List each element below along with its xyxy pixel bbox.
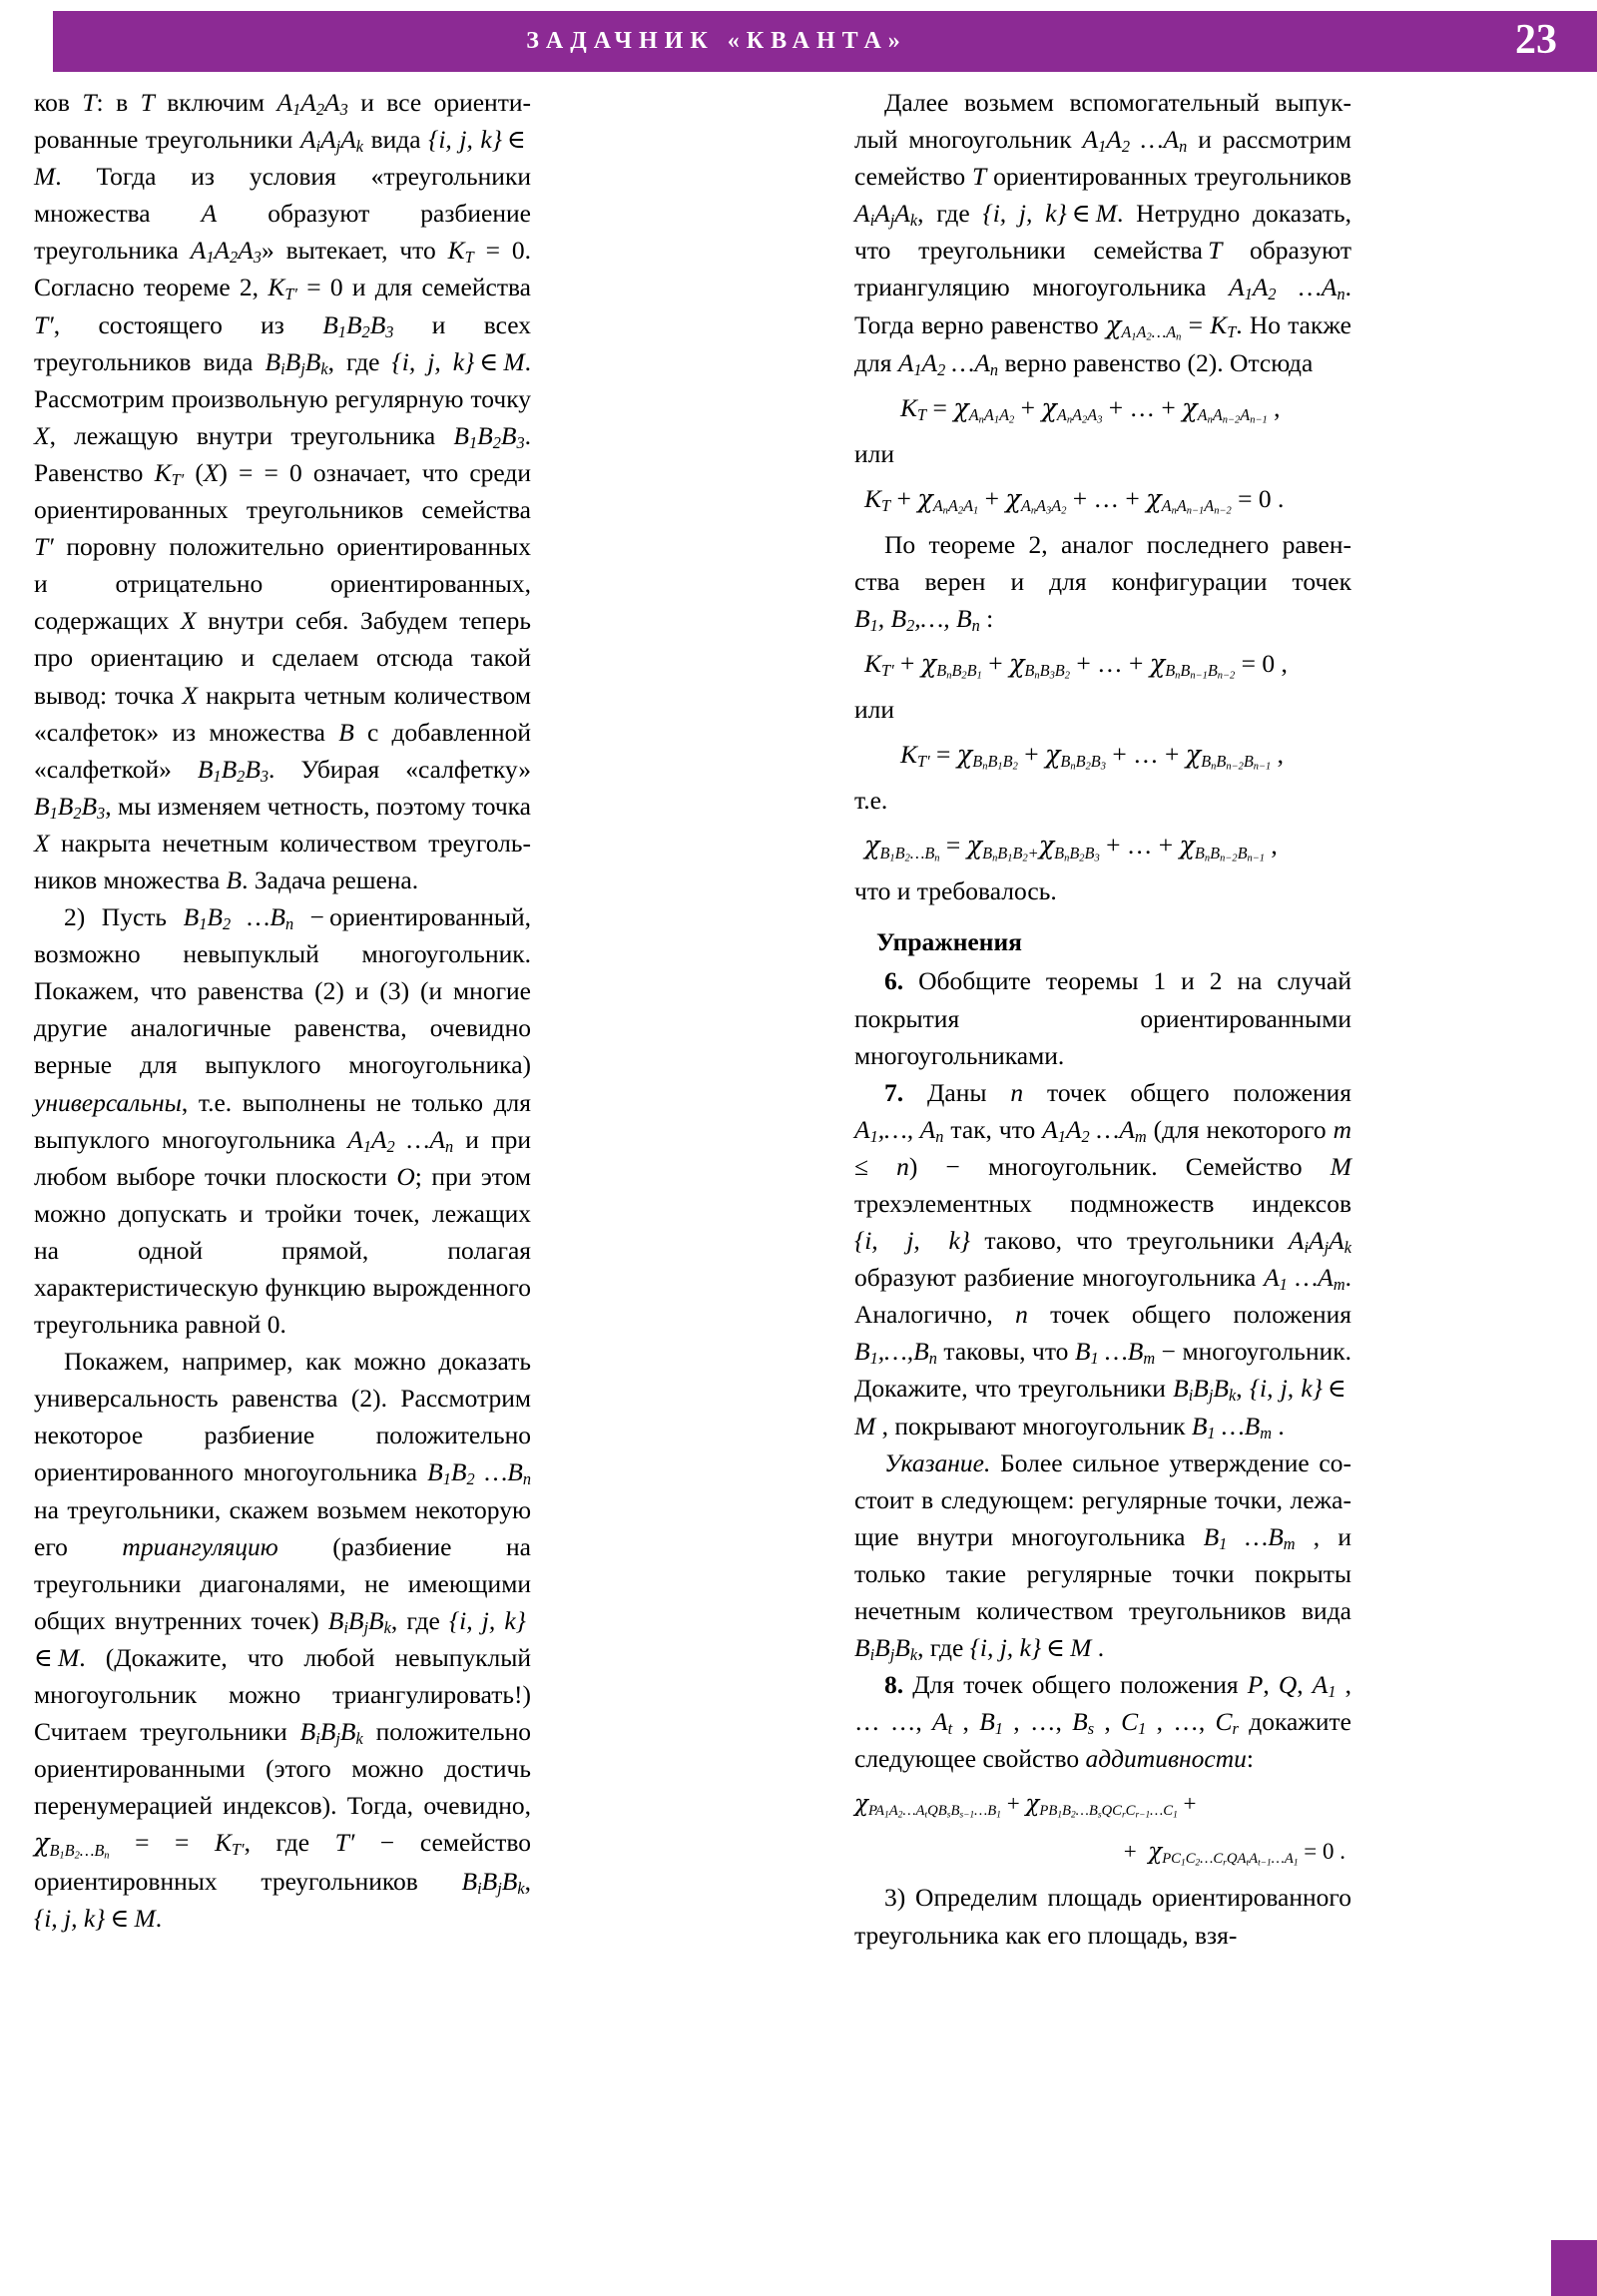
paragraph-item-2: 2) Пусть $B_1B_2$ $\dots B_n$ − ориентированный, возможно невыпуклый многоугольник. Покажем, что равенства (2) и (3) (и многие другие аналогичные равенства, очевидно верные для выпуклого многоугольника) универсальны, т.е. выполнены не только для выпуклого многоугольника $A_1A_2$ $\dots A_n$ и при любом выборе точки плоскости O; при этом можно допускать и тройки точек, лежащих на одной прямой, полагая характеристическую функцию вырожденного треугольника равной 0. [34, 902, 532, 1340]
connector-ili-2: или [854, 695, 895, 725]
paragraph-item-3: 3) Определим площадь ориентированного треугольника как его площадь, взя- [854, 1883, 1351, 1950]
left-text-column [34, 84, 531, 1937]
exercise-7: 7. Даны n точек общего положения $A_1,\dots$, $A_n$ так, что $A_1A_2$ $\dots A_m$ (для некоторого m ≤ n) − многоугольник. Семейство M трехэлементных подмножеств индексов {i, j, k} таково, что треугольники $A_iA_jA_k$ образуют разбиение многоугольника $A_1$ $\dots A_m$. Аналогично, n точек общего положения $B_1,\dots,B_n$ таковы, что $B_1$ $\dots B_m$ − многоугольник. Докажите, что треугольники $B_iB_jB_k$, {i, j, k} ∈ M , покрывают многоугольник $B_1$ $\dots B_m$ . [854, 1077, 1352, 1442]
connector-ili-1: или [854, 438, 895, 468]
connector-te: т.е. [854, 786, 888, 816]
equation-1: $K_T = \chi_{A_nA_1A_2} + \chi_{A_nA_2A_3}$ + … + $\chi_{A_nA_{n-2}A_{n-1}}$ , [900, 392, 1281, 426]
equation-6-line-1: $\chi_{PA_1A_2\dots A_tQB_sB_{s-1}\dots B_1} + \chi_{PB_1B_2\dots B_sQC_rC_{r-1}\dots C_1}$ + [854, 1791, 1197, 1821]
exercises-heading: Упражнения [876, 927, 1022, 957]
equation-6-line-2: + $\chi_{PC_1C_2\dots C_rQA_tA_{t-1}\dots A_1} = 0$ . [1123, 1839, 1345, 1869]
paragraph-theorem-2-analog: По теореме 2, аналог последнего равенства верен и для конфигурации точек $B_1$, $B_2,\dots$, $B_n$ : [854, 529, 1351, 636]
exercise-7-number: 7. [884, 1077, 904, 1107]
equation-2: $K_T + \chi_{A_nA_2A_1} + \chi_{A_nA_3A_2}$ + … + $\chi_{A_nA_{n-1}A_{n-2}} = 0$ . [864, 483, 1285, 517]
paragraph-proof: Покажем, например, как можно доказать универсальность равенства (2). Рассмотрим некоторое разбиение положительно ориентированного многоугольника $B_1B_2$ $\dots B_n$ на треугольники, скажем возьмем некоторую его триангуляцию (разбиение на треугольники диагоналями, не имеющими общих внутренних точек) $B_iB_jB_k$, где {i, j, k} ∈ M. (Докажите, что любой невыпуклый многоугольник можно триангулировать!) Считаем треугольники $B_iB_jB_k$ положительно ориентированными (этого можно достичь перенумерацией индексов). Тогда, очевидно, $\chi_{B_1B_2\dots B_n}$ = = $K_{T'}$, где T′ − семейство ориентировнных треугольников $B_iB_jB_k$, {i, j, k} ∈ M. [34, 1347, 532, 1933]
page-title: ЗАДАЧНИК «КВАНТА» [526, 28, 907, 54]
exercise-6: 6. Обобщите теоремы 1 и 2 на случай покрытия ориентированными многоугольниками. [854, 966, 1351, 1070]
exercise-6-number: 6. [884, 966, 904, 996]
hint-label: Указание. [884, 1447, 991, 1477]
corner-square-mark [1551, 2240, 1597, 2296]
page-header-banner [53, 11, 1597, 72]
equation-3: $K_{T'} + \chi_{B_nB_2B_1} + \chi_{B_nB_3B_2}$ + … + $\chi_{B_nB_{n-1}B_{n-2}} = 0$ , [864, 649, 1288, 683]
exercise-8-number: 8. [884, 1670, 904, 1700]
page-number: 23 [1515, 17, 1557, 63]
paragraph-qed: что и требовалось. [854, 876, 1057, 906]
right-text-column [854, 84, 1351, 1954]
exercise-8: 8. Для точек общего положения P, Q, $A_1$ , … …, $A_t$ , $B_1$ , …, $B_s$ , $C_1$ , …, $C_r$ докажите следующее свойство аддитивности: [854, 1670, 1352, 1774]
hint-paragraph: Указание. Более сильное утверждение состоит в следующем: регулярные точки, лежащие внутри многоугольника $B_1$ $\dots B_m$ , и только такие регулярные точки покрыты нечетным количеством треугольников вида $B_iB_jB_k$, где {i, j, k} ∈ M . [854, 1447, 1351, 1665]
paragraph-continuation: ков T: в T включим $A_1A_2A_3$ и все ориентированные треугольники $A_iA_jA_k$ вида {i, j, k} ∈ M. Тогда из условия «треугольники множества A образуют разбиение треугольника $A_1A_2A_3$» вытекает, что $K_T = 0$. Согласно теореме 2, $K_{T'} = 0$ и для семейства T′, состоящего из $B_1B_2B_3$ и всех треугольников вида $B_iB_jB_k$, где {i, j, k} ∈ M. Рассмотрим произвольную регулярную точку X, лежащую внутри треугольника $B_1B_2B_3$. Равенство $K_{T'}$ (X) = = 0 означает, что среди ориентированных треугольников семейства T′ поровну положительно ориентированных и отрицательно ориентированных, содержащих X внутри себя. Забудем теперь про ориентацию и сделаем отсюда такой вывод: точка X накрыта четным количеством «салфеток» из множества B с добавленной «салфеткой» $B_1B_2B_3$. Убирая «салфетку» $B_1B_2B_3$, мы изменяем четность, поэтому точка X накрыта нечетным количеством треугольников множества B. Задача решена. [34, 88, 532, 894]
paragraph-auxiliary-polygon: Далее возьмем вспомогательный выпуклый многоугольник $A_1A_2$ $\dots A_n$ и рассмотрим семейство T ориентированных треугольников $A_iA_jA_k$, где {i, j, k} ∈ M. Нетрудно доказать, что треугольники семейства T образуют триангуляцию многоугольника $A_1A_2$ $\dots A_n$. Тогда верно равенство $\chi_{A_1A_2\dots A_n} = K_T$. Но также для $A_1A_2$ $\dots A_n$ верно равенство (2). Отсюда [854, 88, 1352, 379]
equation-5: $\chi_{B_1B_2\dots B_n} = \chi_{B_nB_1B_2+}\chi_{B_nB_2B_3}$ + … + $\chi_{B_nB_{n-2}B_{n-1}}$ , [864, 831, 1278, 864]
equation-4: $K_{T'} = \chi_{B_nB_1B_2} + \chi_{B_nB_2B_3}$ + … + $\chi_{B_nB_{n-2}B_{n-1}}$ , [900, 740, 1285, 774]
